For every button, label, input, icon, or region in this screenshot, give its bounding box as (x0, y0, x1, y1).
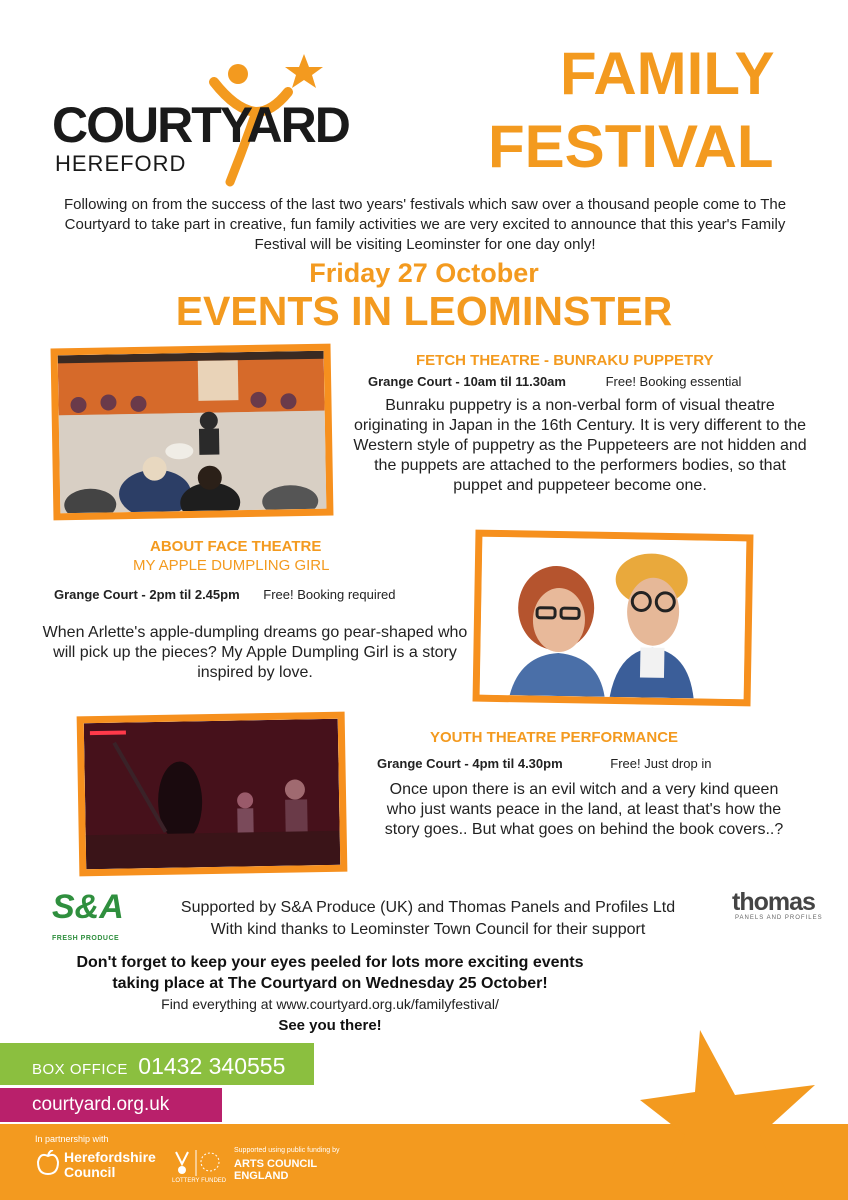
courtyard-logo-subtitle: HEREFORD (55, 151, 187, 176)
ace-line1: ARTS COUNCIL (234, 1158, 318, 1170)
event2-booking: Free! Booking required (263, 587, 396, 602)
event2-subtitle: MY APPLE DUMPLING GIRL (133, 557, 330, 574)
event1-meta (368, 374, 741, 389)
courtyard-logo-text: COURTYARD (52, 97, 349, 153)
bunraku-photo (51, 344, 334, 521)
page-title-line1: FAMILY (560, 40, 775, 107)
event3-meta (377, 756, 711, 771)
event2-venue-time: Grange Court - 2pm til 2.45pm (54, 587, 240, 602)
partnership-label: In partnership with (35, 1134, 109, 1144)
reminder-line1: Don't forget to keep your eyes peeled for lots more exciting events (76, 954, 584, 971)
sponsor-line1: Supported by S&A Produce (UK) and Thomas Panels and Profiles Ltd (180, 899, 676, 916)
sa-produce-subtitle: FRESH PRODUCE (52, 935, 120, 942)
sa-produce-logo: S&A (52, 888, 124, 926)
arts-council-logo (234, 1158, 317, 1182)
box-office-number[interactable]: 01432 340555 (138, 1053, 286, 1079)
lottery-icon (172, 1148, 224, 1178)
event1-booking: Free! Booking essential (605, 374, 742, 389)
herefordshire-line2: Council (64, 1164, 116, 1180)
reminder-line2: taking place at The Courtyard on Wednesday 25 October! (112, 975, 548, 992)
herefordshire-line1: Herefordshire (64, 1149, 156, 1165)
herefordshire-council-logo (64, 1150, 156, 1180)
apple-dumpling-photo (473, 530, 754, 707)
herefordshire-apple-icon (36, 1150, 60, 1176)
event3-title: YOUTH THEATRE PERFORMANCE (430, 729, 679, 746)
event3-venue-time: Grange Court - 4pm til 4.30pm (377, 756, 563, 771)
see-you-text: See you there! (278, 1017, 382, 1034)
event2-description: When Arlette's apple-dumpling dreams go pear-shaped who will pick up the pieces? My Apple Dumpling Girl is a story inspired by love. (42, 624, 468, 681)
event3-description: Once upon there is an evil witch and a very kind queen who just wants peace in the land, at least that's how the story goes.. But what goes on behind the book covers..? (384, 781, 784, 838)
lottery-label: LOTTERY FUNDED (172, 1178, 227, 1184)
website-link[interactable]: courtyard.org.uk (0, 1088, 222, 1122)
reminder-text (20, 952, 640, 994)
sponsor-text (118, 897, 738, 941)
find-link-text[interactable]: Find everything at www.courtyard.org.uk/familyfestival/ (161, 996, 499, 1012)
events-heading: EVENTS IN LEOMINSTER (175, 288, 673, 334)
thomas-logo-subtitle: PANELS AND PROFILES (735, 915, 823, 921)
event2-meta (54, 587, 396, 602)
ace-line2: ENGLAND (234, 1170, 289, 1182)
box-office-banner[interactable] (0, 1043, 314, 1085)
star-icon (640, 1030, 848, 1200)
event-date: Friday 27 October (309, 258, 539, 288)
sponsor-line2: With kind thanks to Leominster Town Council for their support (210, 921, 646, 938)
intro-paragraph: Following on from the success of the last two years' festivals which saw over a thousand people come to The Courtyard to take part in creative, fun family activities we are very excited to announce that this year's Family Festival will be visiting Leominster for one day only! (63, 196, 787, 253)
page-title-line2: FESTIVAL (488, 113, 774, 180)
box-office-label: BOX OFFICE (32, 1061, 128, 1078)
youth-theatre-photo (77, 712, 348, 877)
event3-booking: Free! Just drop in (610, 756, 712, 771)
event1-venue-time: Grange Court - 10am til 11.30am (368, 374, 566, 389)
thomas-logo: thomas (732, 888, 815, 916)
ace-small-text: Supported using public funding by (234, 1147, 340, 1154)
event1-description: Bunraku puppetry is a non-verbal form of visual theatre originating in Japan in the 16th Century. It is very different to the Western style of puppetry as the Puppeteers are not hidden and the puppets are attached to the performers bodies, so that puppet and puppeteer become one. (353, 397, 807, 494)
event1-title: FETCH THEATRE - BUNRAKU PUPPETRY (416, 352, 714, 369)
event2-title: ABOUT FACE THEATRE (150, 538, 322, 555)
